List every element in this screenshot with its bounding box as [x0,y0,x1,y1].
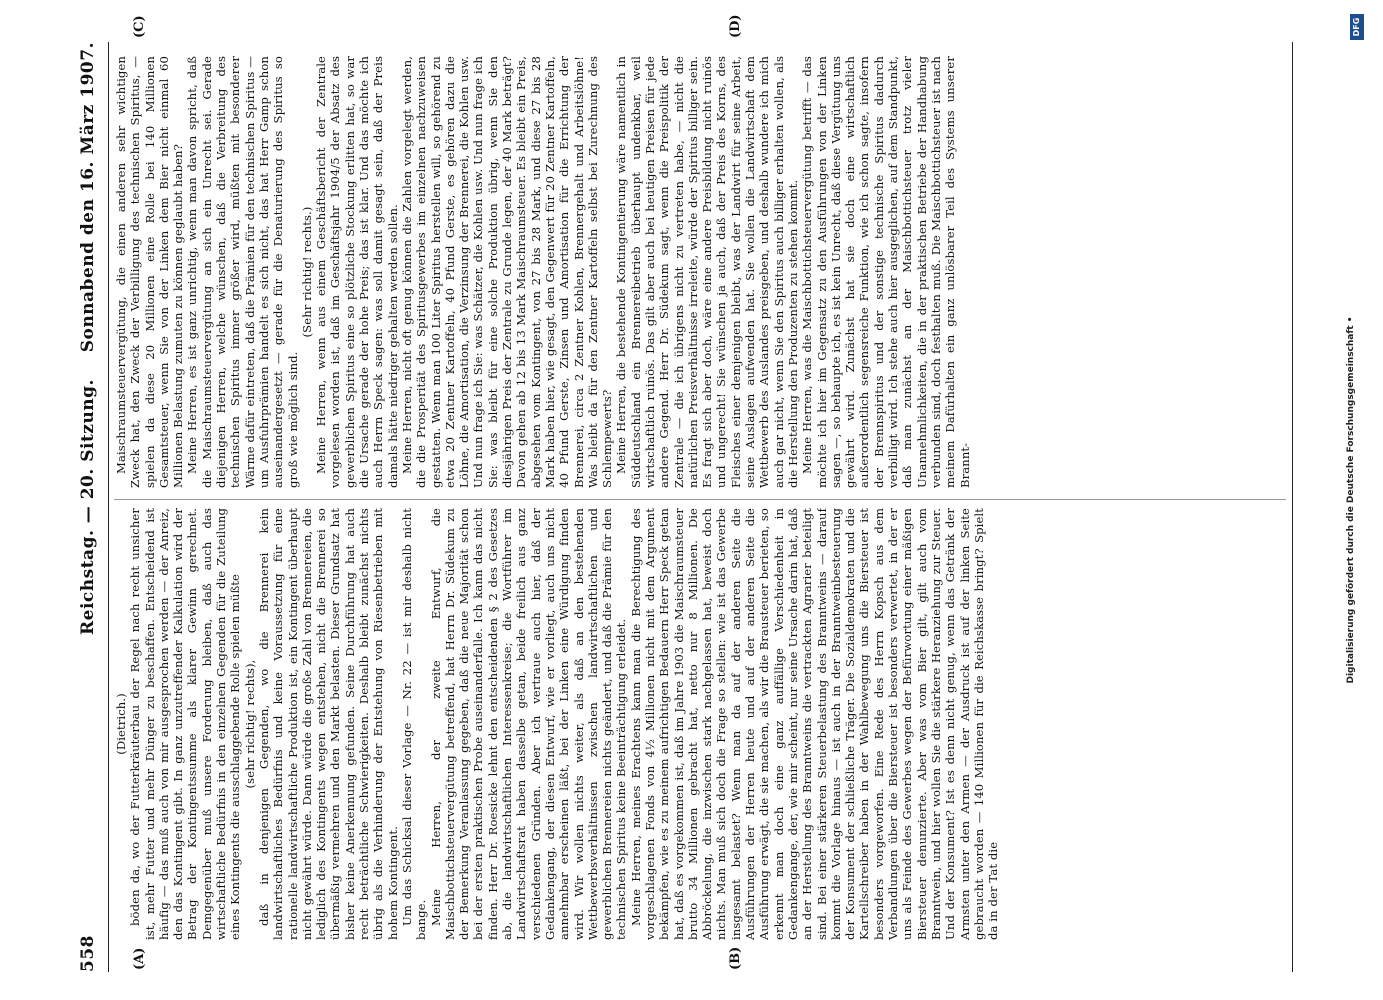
paragraph: Meine Herren, was die Maischbottichsteuervergütung betrifft — das möchte ich hier im Gegensatz zu den Ausführungen von der Linken sagen —, so behaupte ich, es ist kein Unrecht, daß diese Vergütung uns gewährt wird. Zunächst hat sie doch eine wirtschaftlich außerordentlich segensreiche Funktion, wie ich schon sagte, insofern der Brennspiritus und der sonstige technische Spiritus dadurch verbilligt wird. Ich stehe auch hier ausgeglichen, auf dem Standpunkt, daß man zunächst an der Maischbottichsteuer trotz vieler Unannehmlichkeiten, die in der praktischen Betriebe der Handhabung verbunden sind, doch festhalten muß. Die Maischbottichsteuer ist nach meinem Dafürhalten ein ganz unlösbarer Teil des Systems unserer Brannt- [800,56,972,488]
paragraph: Meine Herren, meines Erachtens kann man die Berechtigung des vorgeschlagenen Fonds von 4½ Millionen nicht mit dem Argument bekämpfen, wie es zu meinem aufrichtigen Bedauern Herr Speck getan hat, daß es vorgekommen ist, daß im Jahre 1903 die Maischraumsteuer brutto 34 Millionen gebracht hat, netto nur 8 Millionen. Die Abbröckelung, die inzwischen stark nachgelassen hat, beweist doch nichts. Man muß sich doch die Frage so stellen: wie ist das Gewerbe insgesamt belastet? Wenn man da auf der anderen Seite die Ausführungen der Herren heute und auf der anderen Seite die Ausführung erwägt, die sie machen, als wir die Brausteuer berieten, so erkennt man doch eine ganz auffällige Verschiedenheit in Gedankengange, der, wie mir scheint, nur seine Ursache darin hat, daß an der Herstellung des Branntweins die vertrackten Agrarier beteiligt sind. Bei einer stärkeren Steuerbelastung des Branntweins — darauf kommt die Vorlage hinaus — ist auch in der Branntweinbesteuerung der Konsument der schließliche Träger. Die Sozialdemokraten und die Kartellschreiber haben in der Wahlbewegung uns die Biersteuer ist besonders vorgeworfen. Eine Rede des Herrn Kopsch aus dem Verbandlungen über die Biersteuer ist besonders verwertet, in der er uns als Feinde des Gewerbes wegen der Befürwortung einer mäßigen Biersteuer denunzierte. Aber was vom Bier gilt, gilt auch vom Branntwein, und hier wollen Sie die stärkere Heranziehung zur Steuer. Und der Konsument? Ist es denn nicht genug, wenn das Getränk der Armsten unter den Armen — der Ausdruck ist auf der linken Seite gebraucht worden — 140 Millionen für die Reichskasse bringt? Spielt da in der Tat die [628,508,1001,940]
session-title: Reichstag. — 20. Sitzung. [78,379,98,635]
margin-letter-a: (A) [132,947,147,970]
right-column [114,56,1286,488]
paragraph: Um das Schicksal dieser Vorlage — Nr. 22 — ist mir deshalb nicht bange. [399,508,429,940]
paragraph: Maischraumsteuervergütung, die einen anderen sehr wichtigen Zweck hat, den Zweck der Verbilligung des technischen Spiritus, — spielen da diese 20 Millionen eine Rolle bei 140 Millionen Gesamtsteuer, wenn Sie von der Linken dem Bier nicht einmal 60 Millionen Belastung zumuten zu können geglaubt haben? [114,56,186,488]
page-header [78,42,104,972]
column-divider [114,499,1286,500]
page-number: 558 [78,935,98,972]
interjection: (sehr richtig! rechts), [242,659,257,789]
margin-letter-c: (C) [132,15,147,38]
dfg-logo: DFG [1350,14,1364,40]
paragraph: daß in denjenigen Gegenden, wo die Brennerei kein landwirtschaftliches Bedürfnis und keine Voraussetzung für eine rationelle landwirtschaftliche Produktion ist, ein Kontingent überhaupt nicht gewährt würde. Dann würde die große Zahl von Brennereien, die lediglich des Kontingents wegen entstehen, nicht die Brennerei so übermäßig vermehren und den Markt belasten. Dieser Grundsatz hat bisher keine Anerkennung gefunden. Seine Durchführung hat auch recht beträchtliche Schwierigkeiten. Deshalb bleibt zunächst nichts übrig als die Verhinderung der Entstehung von Riesenbetrieben mit hohem Kontingent. [256,508,400,940]
paragraph: Meine Herren, nicht oft genug können die Zahlen vorgelegt werden, die die Prosperität des Spiritusgewerbes im einzelnen nachzuweisen gestatten. Wenn man 100 Liter Spiritus herstellen will, so gehörend zu etwa 20 Zentner Kartoffeln, 40 Pfund Gerste, es gehören dazu die Löhne, die Amortisation, die Verzinsung der Brennerei, die Kohlen usw. Und nun frage ich Sie: was Schätzer, die Kohlen usw. Und nun frage ich Sie: was bleibt für eine solche Produktion übrig, wenn Sie den diesjährigen Preis der Zentrale zu Grunde legen, der 40 Mark beträgt? Davon gehen ab 12 bis 13 Mark Maischraumsteuer. Es bleibt ein Preis, abgesehen vom Kontingent, von 27 bis 28 Mark, und diese 27 bis 28 Mark haben hier, wie gesagt, den Gegenwert für 20 Zentner Kartoffeln, 40 Pfund Gerste, Zinsen und Amortisation für die Errichtung der Brennerei, circa 2 Zentner Kohlen, Brennergehalt und Arbeitslöhne! Was bleibt da für den Zentner Kartoffeln selbst bei Zurechnung des Schlempewerts? [399,56,615,488]
interjection: (Sehr richtig! rechts.) [299,206,314,338]
margin-letter-d: (D) [728,14,743,38]
left-column [114,508,1286,940]
speaker-name: (Dietrich.) [114,693,128,755]
session-date: Sonnabend den 16. März 1907. [78,42,98,353]
footer-rule [1292,42,1293,972]
paragraph: Meine Herren, wenn aus einem Geschäftsbericht der Zentrale vorgelesen worden ist, daß im Geschäftsjahr 1904/5 der Absatz des gewerblichen Spiritus eine so plötzliche Stockung erlitten hat, so war die Ursache gerade der hohe Preis; das ist klar. Und das möchte ich auch Herrn Speck sagen: was soll damit gesagt sein, daß der Preis damals hätte niedriger gehalten werden sollen. [314,56,400,488]
paragraph: böden da, wo der Futterkräuterbau der Regel nach recht unsicher ist, mehr Futter und mehr Dünger zu beschaffen. Entscheidend ist häufig — das muß auch von mir ausgesprochen werden — der Anreiz, den das Kontingent gibt. In ganz unzutreffender Kalkulation wird der Betrag der Kontingentssumme als klarer Gewinn gerechnet. Demgegenüber muß unsere Forderung bleiben, daß auch das wirtschaftliche Bedürfnis in den einzelnen Gegenden für die Zuteilung eines Kontingents die ausschlaggebende Rolle spielen müßte [128,508,243,940]
digitization-credit: Digitalisierung gefördert durch die Deutsche Forschungsgemeinschaft • [1346,316,1356,684]
header-rule [108,42,109,972]
paragraph: Meine Herren, die bestehende Kontingentierung wäre namentlich in Süddeutschland ein Brennereibetrieb überhaupt undenkbar, weil wirtschaftlich ruinös. Das gilt aber auch bei heutigen Preisen für jede andere Gegend. Herr Dr. Südekum sagt, wenn die Preispolitik der Zentrale — die ich übrigens nicht zu vertreten habe, — nicht die natürlichen Preisverhältnisse irreleite, würde der Spiritus billiger sein. Es fragt sich aber doch, wäre eine andere Preisbildung nicht ruinös und ungerecht! Sie wünschen ja auch, daß der Preis des Korns, des Fleisches einer demjenigen bleibt, was der Landwirt für seine Arbeit, seine Auslagen aufwenden hat. Sie wollen die Landwirtschaft dem Wettbewerb des Auslandes preisgeben, und deshalb wundere ich mich auch gar nicht, wenn Sie den Spiritus auch billiger erhalten wollen, als die Herstellung den Produzenten zu stehen kommt. [614,56,800,488]
paragraph: Meine Herren, der zweite Entwurf, die Maischbottichsteuervergütung betreffend, hat Herrn Dr. Südekum zu der Bemerkung Veranlassung gegeben, daß die neue Majorität schon bei der ersten praktischen Probe auseinanderfalle. Ich kann das nicht finden. Herr Dr. Roesicke lehnt den entscheidenden § 2 des Gesetzes ab, die landwirtschaftlichen Interessenkreise; die Wortführer im Landwirtschaftsrat haben dasselbe getan, beide freilich aus ganz verschiedenen Gründen. Aber ich vertraue auch hier, daß der Gedankengang, der diesen Entwurf, wie er vorliegt, auch uns nicht annehmbar erscheinen läßt, bei der Linken eine Würdigung finden wird. Wir wollen nichts weiter, als daß an den bestehenden Wettbewerbsverhältnissen zwischen landwirtschaftlichen und gewerblichen Brennereien nichts geändert, und daß die Prämie für den technischen Spiritus keine Beeinträchtigung erleidet. [428,508,629,940]
margin-letter-b: (B) [728,946,743,970]
paragraph: Meine Herren, es ist ganz unrichtig, wenn man davon spricht, daß die Maischraumsteuervergütung an sich ein Unrecht sei. Gerade diejenigen Herren, welche wünschen, daß die Verbreitung des technischen Spiritus immer größer wird, müßten mit besonderer Wärme dafür eintreten, daß die Prämien für den technischen Spiritus — um Ausfuhrprämien handelt es sich nicht, das hat Herr Gamp schon auseinandergesetzt — gerade für die Denaturierung des Spiritus so groß wie möglich sind. [185,56,300,488]
